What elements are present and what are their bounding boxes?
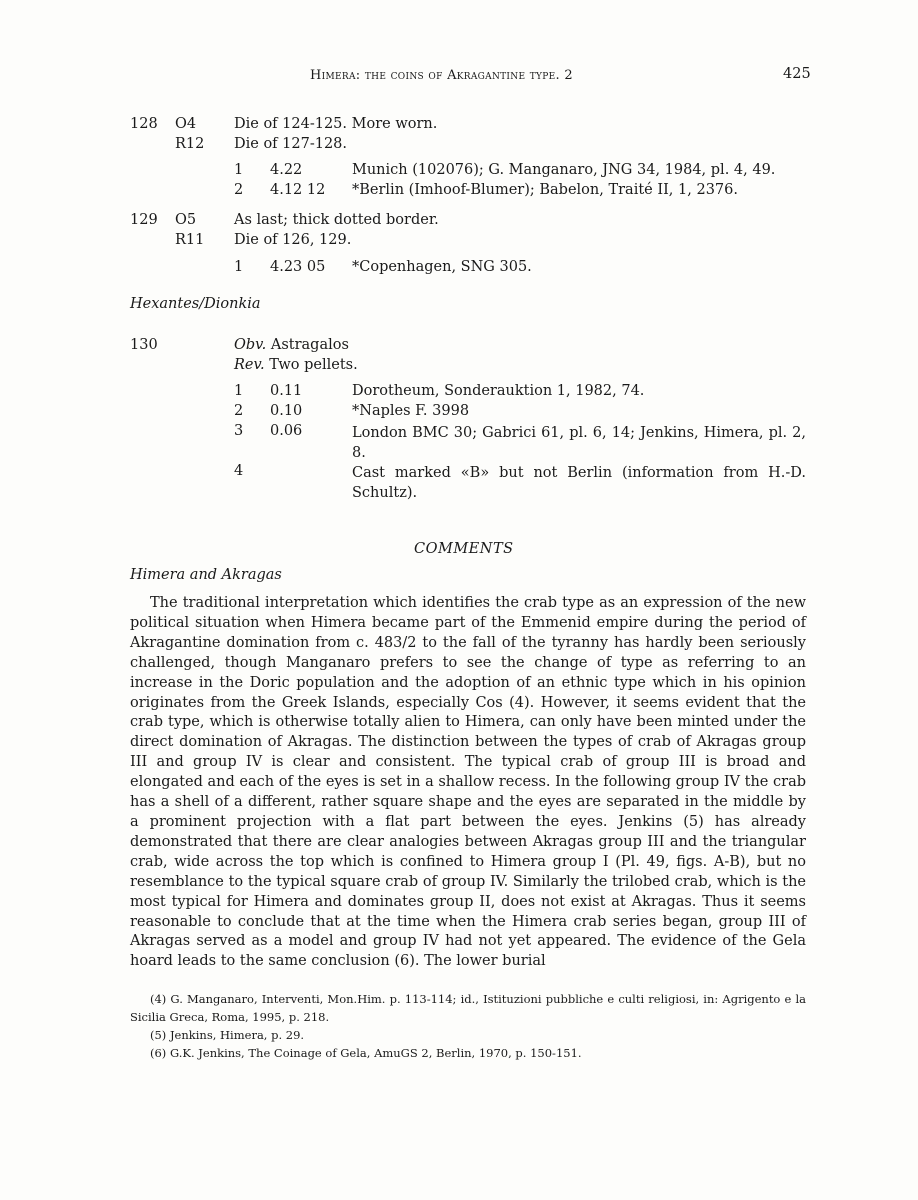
specimen-reference: Dorotheum, Sonderauktion 1, 1982, 74. — [352, 383, 645, 399]
obverse-die: O4 — [175, 116, 197, 132]
reverse-label: Rev. — [234, 357, 265, 373]
specimen-index: 2 — [234, 182, 244, 198]
specimen-weight: 4.23 05 — [270, 259, 326, 275]
obverse-die: O5 — [175, 212, 197, 228]
obverse-description — [234, 337, 349, 353]
specimen-index: 1 — [234, 383, 244, 399]
specimen-index: 2 — [234, 403, 244, 419]
reverse-text: Two pellets. — [269, 357, 358, 373]
specimen-index: 3 — [234, 423, 244, 439]
specimen-index: 1 — [234, 259, 244, 275]
running-head — [310, 68, 573, 83]
entry-number: 128 — [130, 116, 158, 132]
comments-heading: COMMENTS — [414, 541, 514, 557]
reverse-die: R12 — [175, 136, 205, 152]
footnote-5: (5) Jenkins, Himera, p. 29. — [150, 1028, 305, 1042]
section-heading: Hexantes/Dionkia — [130, 296, 261, 312]
specimen-weight: 0.10 — [270, 403, 303, 419]
specimen-reference: *Naples F. 3998 — [352, 403, 470, 419]
obverse-text: Astragalos — [270, 337, 349, 353]
reverse-die: R11 — [175, 232, 205, 248]
entry-number: 129 — [130, 212, 158, 228]
body-text — [130, 594, 806, 972]
specimen-reference: *Copenhagen, SNG 305. — [352, 259, 532, 275]
running-title: Himera: the coins of Akragantine type. 2 — [310, 68, 573, 83]
reverse-description: Die of 127-128. — [234, 136, 348, 152]
specimen-index: 1 — [234, 162, 244, 178]
subheading: Himera and Akragas — [130, 567, 282, 583]
reverse-description: Die of 126, 129. — [234, 232, 352, 248]
entry-number: 130 — [130, 337, 158, 353]
specimen-reference: Cast marked «B» but not Berlin (information from H.-D. Schultz). — [352, 465, 806, 501]
page-number: 425 — [783, 66, 811, 82]
body-paragraph: The traditional interpretation which identifies the crab type as an expression of the new political situation when Himera became part of the Emmenid empire during the period of Akragantine domination from c. 483/2 to the fall of the tyranny has hardly been seriously challenged, though Manganaro prefers to see the change of type as referring to an increase in the Doric population and the adoption of an ethnic type which in his opinion originates from the Greek Islands, especially Cos (4). However, it seems evident that the crab type, which is otherwise totally alien to Himera, can only have been minted under the direct domination of Akragas. The distinction between the types of crab of Akragas group III and group IV is clear and consistent. The typical crab of group III is broad and elongated and each of the eyes is set in a shallow recess. In the following group IV the crab has a shell of a different, rather square shape and the eyes are separated in the middle by a prominent projection with a flat part between the eyes. Jenkins (5) has already demonstrated that there are clear analogies between Akragas group III and the triangular crab, wide across the top which is confined to Himera group I (Pl. 49, figs. A-B), but no resemblance to the typical square crab of group IV. Similarly the trilobed crab, which is the most typical for Himera and dominates group II, does not exist at Akragas. Thus it seems reasonable to conclude that at the time when the Himera crab series began, group III of Akragas served as a model and group IV had not yet appeared. The evidence of the Gela hoard leads to the same conclusion (6). The lower burial — [130, 595, 806, 970]
obverse-label: Obv. — [234, 337, 267, 353]
footnote-4: (4) G. Manganaro, Interventi, Mon.Him. p. 113-114; id., Istituzioni pubbliche e culti religiosi, in: Agrigento e la Sicilia Greca, Roma, 1995, p. 218. — [130, 992, 806, 1024]
specimen-weight: 4.22 — [270, 162, 303, 178]
footnotes — [130, 990, 806, 1062]
obverse-description: Die of 124-125. More worn. — [234, 116, 438, 132]
specimen-reference: *Berlin (Imhoof-Blumer); Babelon, Traité II, 1, 2376. — [352, 182, 738, 198]
specimen-reference: Munich (102076); G. Manganaro, JNG 34, 1984, pl. 4, 49. — [352, 162, 776, 178]
reverse-description — [234, 357, 358, 373]
footnote-6: (6) G.K. Jenkins, The Coinage of Gela, AmuGS 2, Berlin, 1970, p. 150-151. — [150, 1046, 582, 1060]
specimen-weight: 0.11 — [270, 383, 303, 399]
specimen-index: 4 — [234, 463, 244, 479]
obverse-description: As last; thick dotted border. — [234, 212, 439, 228]
specimen-weight: 4.12 12 — [270, 182, 326, 198]
specimen-reference: London BMC 30; Gabrici 61, pl. 6, 14; Jenkins, Himera, pl. 2, 8. — [352, 425, 806, 461]
specimen-weight: 0.06 — [270, 423, 303, 439]
